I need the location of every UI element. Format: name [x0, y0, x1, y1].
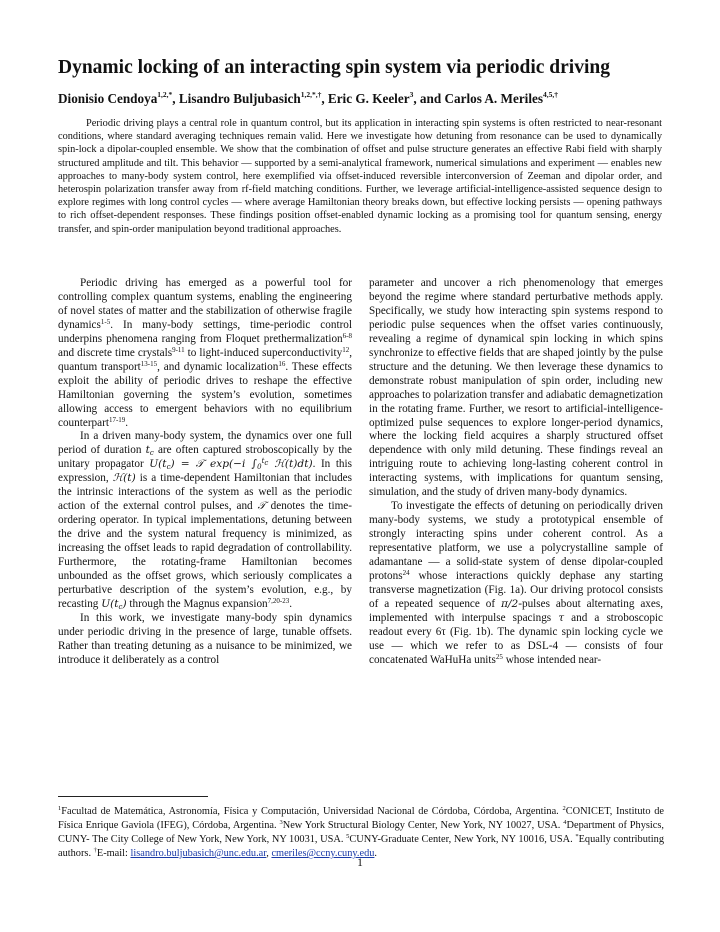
affiliations-footnote: $^1$Facultad de Matemática, Astronomía, Física y Computación, Universidad Nacional de Córdoba, Córdoba, Argentina. $^2$CONICET, Instituto de Física Enrique Gaviola (IFEG), Córdoba, Argentina. $^3$New York Structural Biology Center, New York, NY 10027, USA. $^4$Department of Physics, CUNY- The City College of New York, New York, NY 10031, USA. $^5$CUNY-Graduate Center, New York, NY 10016, USA. *Equally contributing authors. †E-mail: lisandro.buljubasich@unc.edu.ar, cmeriles@ccny.cuny.edu. — [58, 805, 665, 859]
abstract: Periodic driving plays a central role in quantum control, but its application in interacting spin systems is often restricted to near-resonant conditions, where standard averaging techniques remain valid. Here we investigate how detuning from resonance can be used to dynamically spin-lock a dipolar-coupled ensemble. We show that the combination of offset and pulse structure generates an effective Rabi field with sharply structured amplitude and tilt. This behavior — supported by a semi-analytical framework, numerical simulations and experiment — enables new approaches to many-body system control, here exemplified via offset-induced reversible interconversion of Zeeman and dipolar order, and heterospin polarization transfer away from rf-field matching conditions. Further, we leverage artificial-intelligence-assisted sequence design to explore regimes with long control cycles — where average Hamiltonian theory breaks down, but effective locking persists — opening pathways to rich offset-dependent responses. These findings position offset-enabled dynamic locking as a promising tool for quantum sensing, energy transfer, and spin-order manipulation beyond traditional approaches. — [58, 118, 662, 235]
inline-math: ℋ(t) — [112, 472, 136, 485]
page-number: 1 — [357, 857, 363, 869]
author-affiliation: 1,2,* — [157, 90, 173, 99]
paper-title: Dynamic locking of an interacting spin system via periodic driving — [58, 57, 610, 78]
author-affiliation: 4,5,† — [542, 90, 558, 99]
author-separator: , — [321, 91, 328, 106]
body-column-right — [369, 277, 663, 668]
body-column-left — [58, 277, 352, 668]
citation-ref: 9-11 — [172, 345, 185, 354]
citation-ref: 7,20-23 — [267, 596, 290, 605]
author-affiliation: 1,2,*,† — [300, 90, 322, 99]
citation-ref: 17-19 — [108, 415, 126, 424]
citation-ref: 25 — [495, 652, 503, 661]
author-separator: , and — [413, 91, 445, 106]
body-paragraph: To investigate the effects of detuning on periodically driven many-body systems, we study a prototypical ensemble of strongly interacting spins under coherent control. As a representative platform, we use a polycrystalline sample of adamantane — a solid-state system of dense dipolar-coupled protons$^{24}$ whose interactions quickly dephase any starting transverse magnetization (Fig. 1a). Our driving protocol consists of a repeated sequence of π/2-pulses about alternating axes, implemented with interpulse spacings τ and a stroboscopic readout every 6τ (Fig. 1b). The dynamic spin locking cycle we use — which we refer to as DSL-4 — consists of four concatenated WaHuHa units$^{25}$ whose intended near- — [369, 500, 663, 666]
email-link[interactable]: lisandro.buljubasich@unc.edu.ar — [130, 848, 267, 859]
body-paragraph: parameter and uncover a rich phenomenology that emerges beyond the regime where standard perturbative methods apply. Specifically, we study how interacting spin systems respond to periodic pulse sequences when the offset varies continuously, revealing a regime of dynamical spin locking in which spins synchronize to effective fields that are shaped jointly by the pulse structure and the detuning. We then leverage these dynamics to demonstrate robust manipulation of spin order, including new approaches to polarization transfer and adiabatic demagnetization in the rotating frame. Further, we resort to artificial-intelligence-optimized pulse sequences to explore longer-period dynamics, where the locking field acquires a sharply structured offset dependence with only mild detuning. These findings reveal an intriguing route to achieving long-lasting coherent control in interacting systems, with implications for quantum sensing, simulation, and the study of driven many-body dynamics. — [369, 277, 663, 499]
inline-math: $t_c$ — [145, 444, 154, 458]
citation-ref: 1-5 — [100, 317, 111, 326]
inline-math: 𝒯 — [257, 500, 266, 513]
citation-ref: 6-8 — [342, 331, 352, 340]
citation-ref: 12 — [342, 345, 350, 354]
citation-ref: 13-15 — [140, 359, 158, 368]
inline-math: π/2 — [500, 597, 519, 610]
footnote-divider — [58, 796, 208, 797]
author-name: Lisandro Buljubasich — [178, 91, 301, 106]
citation-ref: 24 — [402, 569, 410, 578]
body-paragraph: Periodic driving has emerged as a powerful tool for controlling complex quantum systems, enabling the engineering of novel states of matter and the stabilization of otherwise fragile dynamics$^{1-5}$. In many-body settings, time-periodic control underpins phenomena ranging from Floquet prethermalization$^{6-8}$ and discrete time crystals$^{9-11}$ to light-induced superconductivity$^{12}$, quantum transport$^{13-15}$, and dynamic localization$^{16}$. These effects exploit the ability of periodic drives to reshape the effective Hamiltonian governing the system’s evolution, sometimes allowing access to emergent behaviors with no equilibrium counterpart$^{17-19}$. — [58, 277, 353, 429]
body-paragraph: In a driven many-body system, the dynamics over one full period of duration $t_c$ are often captured stroboscopically by the unitary propagator $U(t_c)$ = 𝒯 exp(−i $\int_0^{t_c}$ ℋ(t)dt). In this expression, ℋ(t) is a time-dependent Hamiltonian that includes the intrinsic interactions of the system as well as the periodic action of the external control pulses, and 𝒯 denotes the time-ordering operator. In typical implementations, detuning between the drive and the system natural frequency is minimized, as increasing the offset leads to rapid degradation of controllability. Furthermore, the rotating-frame Hamiltonian becomes unbounded as the offset grows, which seriously complicates a perturbative description of the system’s evolution, e.g., by recasting $U(t_c)$ through the Magnus expansion$^{7,20-23}$. — [58, 430, 353, 611]
inline-math: τ — [558, 611, 565, 624]
author-list — [58, 90, 678, 108]
author-name: Dionisio Cendoya — [58, 91, 158, 106]
author-name: Carlos A. Meriles — [444, 91, 543, 106]
inline-math: $U(t_c)$ = 𝒯 exp(−i $\int_0^{t_c}$ ℋ(t)dt) — [149, 457, 313, 472]
email-link[interactable]: cmeriles@ccny.cuny.edu — [271, 848, 375, 859]
author-affiliation: 3 — [409, 90, 414, 99]
author-name: Eric G. Keeler — [327, 91, 410, 106]
inline-math: $U(t_c)$ — [101, 597, 127, 611]
body-paragraph: In this work, we investigate many-body spin dynamics under periodic driving in the presence of large, tunable offsets. Rather than treating detuning as a nuisance to be minimized, we introduce it deliberately as a control — [58, 611, 352, 666]
author-separator: , — [172, 91, 179, 106]
citation-ref: 16 — [278, 359, 286, 368]
